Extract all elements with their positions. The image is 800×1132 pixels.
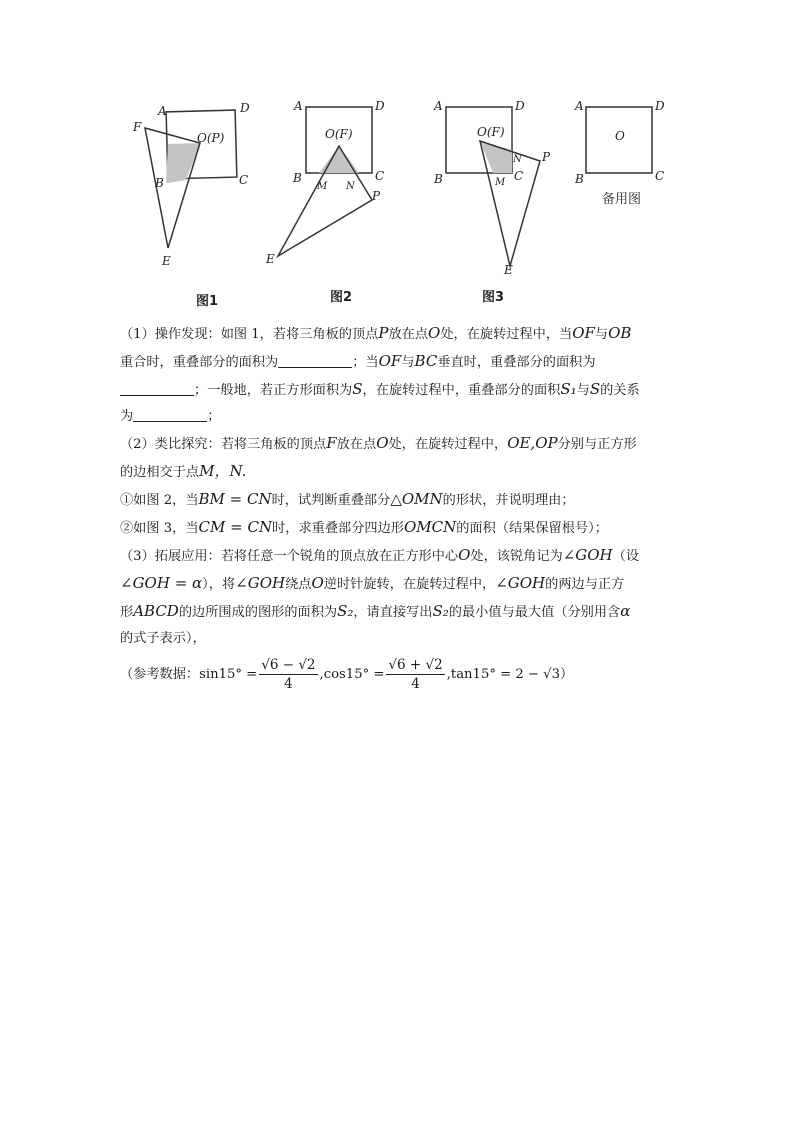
- fig4-label-O: O: [615, 129, 625, 143]
- text: 的面积（结果保留根号）；: [456, 521, 608, 536]
- fig2-label-O: O(F): [325, 127, 353, 141]
- fig3-label-P: P: [542, 150, 551, 164]
- answer-blank[interactable]: [133, 407, 207, 422]
- math-F: F: [326, 434, 337, 452]
- p2-line2: [120, 458, 690, 486]
- caption-spare: 备用图: [602, 192, 642, 207]
- p3-line4: [120, 626, 690, 652]
- math-S2: S₂: [337, 602, 354, 620]
- text: （1）操作发现：如图 1，若将三角板的顶点: [120, 327, 379, 342]
- caption-fig3: 图3: [482, 290, 505, 305]
- text: 的关系: [600, 383, 640, 398]
- figure-1: [132, 101, 250, 268]
- math-O: O: [311, 574, 324, 592]
- math-MN: M，N.: [199, 462, 247, 480]
- math-P: P: [378, 324, 389, 342]
- fig1-label-E: E: [162, 254, 171, 268]
- p1-line3: [120, 376, 690, 404]
- fig1-label-O: O(P): [197, 131, 225, 145]
- text: ；当: [352, 355, 379, 370]
- math-ABCD: ABCD: [133, 602, 179, 620]
- fig3-label-A: A: [434, 99, 443, 113]
- text: 与: [576, 383, 590, 398]
- figure-2: [265, 99, 385, 266]
- caption-fig1: 图1: [196, 294, 219, 309]
- fig1-label-F: F: [133, 120, 142, 134]
- text: 分别与正方形: [557, 437, 637, 452]
- p2-line1: [120, 430, 690, 458]
- math-OF: OF: [378, 352, 402, 370]
- math-S: S: [352, 380, 363, 398]
- geometry-figures: [0, 0, 800, 310]
- p2-q1: [120, 486, 690, 514]
- ref-tan: ,tan15° = 2 − √3: [446, 666, 560, 682]
- math-BM-CN: BM = CN: [198, 490, 272, 508]
- fig1-label-B: B: [155, 176, 164, 190]
- figures-area: [0, 0, 800, 310]
- p3-line3: [120, 598, 690, 626]
- math-GOH-alpha: ∠GOH = α: [120, 574, 203, 592]
- text: ，在旋转过程中，重叠部分的面积: [362, 383, 561, 398]
- ref-cos: ,cos15° =: [319, 666, 385, 682]
- text: （设: [612, 549, 640, 564]
- reference-data: [120, 656, 690, 693]
- cos15-fraction: [386, 656, 444, 693]
- figure-3: [433, 99, 551, 277]
- math-S1: S₁: [560, 380, 577, 398]
- cos15-numerator: √6 + √2: [388, 657, 443, 673]
- text: 的边相交于点: [120, 465, 200, 480]
- text: 与: [401, 355, 415, 370]
- answer-blank[interactable]: [120, 381, 194, 396]
- math-O: O: [458, 546, 471, 564]
- math-GOH: ∠GOH: [562, 546, 613, 564]
- math-OB: OB: [608, 324, 632, 342]
- fig1-overlap-shade: [166, 143, 200, 183]
- math-OMN: △OMN: [390, 490, 443, 508]
- text: 形: [120, 605, 134, 620]
- sin15-fraction: [259, 656, 317, 693]
- fig3-label-M: M: [495, 177, 506, 188]
- text: 处，在旋转过程中，: [388, 437, 508, 452]
- math-OE-OP: OE,OP: [507, 434, 558, 452]
- text: 的式子表示），: [120, 631, 206, 646]
- text: 的形状，并说明理由；: [442, 493, 575, 508]
- text: ，请直接写出: [353, 605, 433, 620]
- fig2-label-E: E: [266, 252, 275, 266]
- text: 为: [120, 409, 134, 424]
- fig2-label-B: B: [293, 171, 302, 185]
- math-OF: OF: [572, 324, 595, 342]
- text: 的最小值与最大值（分别用含: [448, 605, 621, 620]
- fig1-label-A: A: [158, 104, 167, 118]
- fig2-label-P: P: [372, 189, 381, 203]
- fig4-label-B: B: [575, 172, 584, 186]
- fig3-label-N: N: [513, 154, 522, 165]
- fig3-label-E: E: [504, 263, 513, 277]
- fig2-triangle: [278, 146, 372, 256]
- text: ；: [207, 409, 221, 424]
- text: ①如图 2，当: [120, 493, 199, 508]
- math-BC: BC: [414, 352, 438, 370]
- problem-text: [120, 320, 690, 693]
- fig2-label-D: D: [375, 99, 385, 113]
- text: 垂直时，重叠部分的面积为: [437, 355, 596, 370]
- cos15-denominator: 4: [411, 676, 420, 692]
- text: 放在点: [336, 437, 377, 452]
- text: 处，该锐角记为: [470, 549, 563, 564]
- text: 绕点: [285, 577, 312, 592]
- p3-line1: [120, 542, 690, 570]
- math-O: O: [428, 324, 441, 342]
- p3-line2: [120, 570, 690, 598]
- p1-line1: [120, 320, 690, 348]
- sin15-denominator: 4: [284, 676, 293, 692]
- fig4-label-D: D: [655, 99, 665, 113]
- text: ），将: [202, 577, 236, 592]
- math-S2: S₂: [432, 602, 449, 620]
- fig2-label-C: C: [375, 169, 385, 183]
- math-GOH: ∠GOH: [235, 574, 286, 592]
- caption-fig2: 图2: [330, 290, 353, 305]
- figure-4: [574, 99, 665, 186]
- answer-blank[interactable]: [278, 353, 352, 368]
- text: ；一般地，若正方形面积为: [194, 383, 353, 398]
- fig3-label-D: D: [515, 99, 525, 113]
- text: （3）拓展应用：若将任意一个锐角的顶点放在正方形中心: [120, 549, 459, 564]
- text: 放在点: [388, 327, 429, 342]
- text: ②如图 3，当: [120, 521, 199, 536]
- fig1-label-D: D: [240, 101, 250, 115]
- math-alpha: α: [620, 602, 631, 620]
- ref-open: （参考数据：sin15° =: [120, 666, 258, 682]
- p1-line2: [120, 348, 690, 376]
- math-CM-CN: CM = CN: [198, 518, 273, 536]
- fig3-label-B: B: [434, 172, 443, 186]
- math-S: S: [589, 380, 601, 398]
- fig4-label-A: A: [575, 99, 584, 113]
- text: 时，试判断重叠部分: [271, 493, 391, 508]
- text: 处，在旋转过程中，当: [440, 327, 573, 342]
- math-GOH: ∠GOH: [495, 574, 546, 592]
- fig4-label-C: C: [655, 169, 665, 183]
- text: 逆时针旋转，在旋转过程中，: [323, 577, 496, 592]
- fig3-label-C: C: [514, 169, 524, 183]
- fig2-label-M: M: [317, 181, 328, 192]
- fig2-label-A: A: [294, 99, 303, 113]
- p2-q2: [120, 514, 690, 542]
- fig3-label-O: O(F): [477, 125, 505, 139]
- text: 的边所围成的图形的面积为: [178, 605, 338, 620]
- fig2-label-N: N: [346, 181, 355, 192]
- text: 重合时，重叠部分的面积为: [120, 355, 279, 370]
- text: 与: [594, 327, 609, 342]
- text: 时，求重叠部分四边形: [272, 521, 404, 536]
- p1-line4: [120, 404, 690, 430]
- fig1-label-C: C: [239, 173, 249, 187]
- sin15-numerator: √6 − √2: [261, 657, 316, 673]
- text: 的两边与正方: [545, 577, 625, 592]
- math-OMCN: OMCN: [403, 518, 457, 536]
- math-O: O: [376, 434, 389, 452]
- text: （2）类比探究：若将三角板的顶点: [120, 437, 327, 452]
- ref-close: ）: [559, 666, 574, 682]
